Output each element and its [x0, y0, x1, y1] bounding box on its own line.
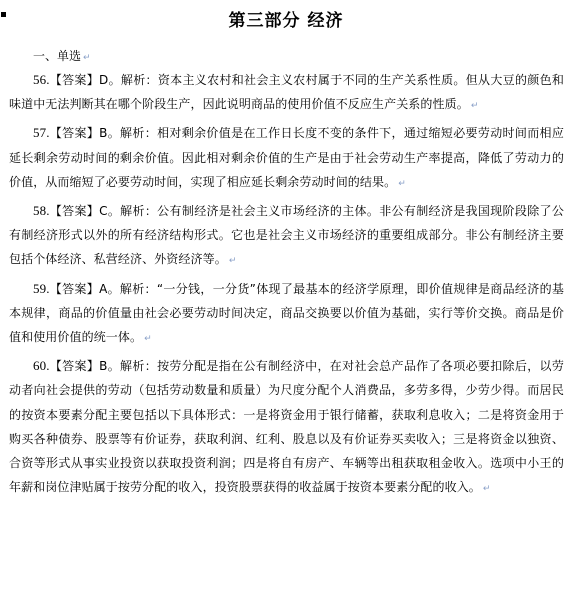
paragraph-mark-icon: ↵: [228, 256, 237, 267]
answer-text: 【答案】D。解析：资本主义农村和社会主义农村属于不同的生产关系性质。但从大豆的颜色和味道中无法判断其在哪个阶段生产，因此说明商品的使用价值不反应生产关系的性质。: [9, 73, 564, 112]
answer-number: 58.: [33, 203, 50, 219]
answer-text: 【答案】B。解析：按劳分配是指在公有制经济中，在对社会总产品作了各项必要扣除后，以劳动者向社会提供的劳动（包括劳动数量和质量）为尺度分配个人消费品，多劳多得，少劳少得。而居民的按资本要素分配主要包括以下具体形式：一是将资金用于银行储蓄，获取利息收入；二是将资金用于购买各种债券、股票等有价证券，获取利润、红利、股息以及有价证券买卖收入；三是将资金以独资、合资等形式从事实业投资以获取投资利润；四是将自有房产、车辆等出租获取租金收入。选项中小王的年薪和岗位津贴属于按劳分配的收入，投资股票获得的收益属于按资本要素分配的收入。: [9, 359, 564, 495]
section-heading: [9, 44, 564, 68]
document-body: [9, 44, 564, 504]
paragraph-mark-icon: ↵: [144, 334, 152, 345]
answer-number: 59.: [33, 280, 50, 296]
answer-text: 【答案】B。解析：相对剩余价值是在工作日长度不变的条件下，通过缩短必要劳动时间而相应延长剩余劳动时间的剩余价值。因此相对剩余价值的生产是由于社会劳动生产率提高，降低了劳动力的价值，从而缩短了必要劳动时间，实现了相应延长剩余劳动时间的结果。: [9, 126, 564, 189]
section-heading-text: 一、单选: [33, 49, 82, 63]
answer-number: 60.: [33, 358, 50, 374]
paragraph-mark-icon: ↵: [470, 101, 479, 112]
answer-text: 【答案】A。解析：“一分钱，一分货”体现了最基本的经济学原理，即价值规律是商品经济的基本规律，商品的价值量由社会必要劳动时间决定，商品交换要以价值为基础，实行等价交换。商品是价值和使用价值的统一体。: [9, 281, 564, 345]
answer-item-57: [9, 121, 564, 196]
answer-item-59: [9, 277, 564, 352]
paragraph-mark-icon: ↵: [83, 53, 91, 63]
answer-item-60: [9, 354, 564, 501]
answer-number: 57.: [33, 125, 50, 141]
answer-text: 【答案】C。解析：公有制经济是社会主义市场经济的主体。非公有制经济是我国现阶段除了公有制经济形式以外的所有经济结构形式。它也是社会主义市场经济的重要组成部分。非公有制经济主要包括个体经济、私营经济、外资经济等。: [9, 204, 564, 267]
answer-item-56: [9, 68, 564, 118]
answer-number: 56.: [33, 72, 50, 87]
page-title: 第三部分 经济: [228, 11, 344, 31]
answer-item-58: [9, 199, 564, 274]
paragraph-mark-icon: ↵: [482, 484, 491, 495]
paragraph-mark-icon: ↵: [398, 178, 406, 189]
